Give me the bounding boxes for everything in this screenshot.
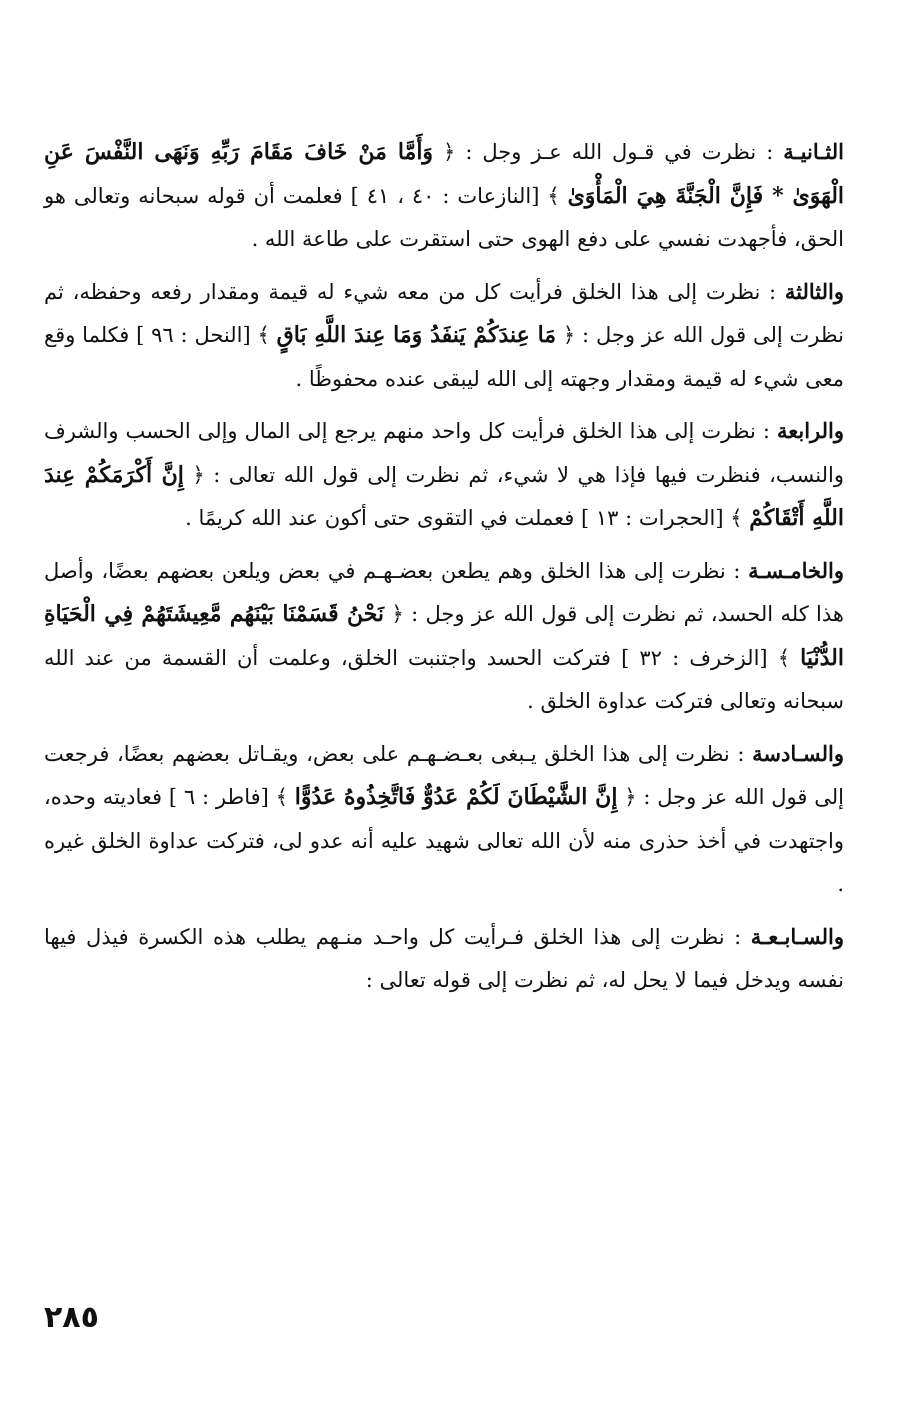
paragraph-heading: الثـانيـة: [783, 139, 844, 164]
quran-verse: إِنَّ أَكْرَمَكُمْ عِندَ اللَّهِ أَتْقَاكُمْ: [44, 461, 844, 531]
quran-verse: إِنَّ الشَّيْطَانَ لَكُمْ عَدُوٌّ فَاتَّخِذُوهُ عَدُوًّا: [294, 784, 618, 810]
paragraph-heading: والسـابـعـة: [750, 923, 844, 949]
paragraph-text: ﴾ [النازعات : ٤٠ ، ٤١ ] فعلمت أن قوله سبحانه وتعالى هو الحق، فأجهدت نفسي على دفع الهوى حتى استقرت على طاعة الله .: [44, 183, 844, 251]
quran-verse: مَا عِندَكُمْ يَنفَدُ وَمَا عِندَ اللَّهِ بَاقٍ: [276, 322, 557, 348]
paragraph-text: : نظرت إلى هذا الخلق يـبغى بعـضـهـم على بعض، ويقـاتل بعضهم بعضًا، فرجعت إلى قول الله عز وجل : ﴿: [44, 741, 844, 809]
quran-verse: وَأَمَّا مَنْ خَافَ مَقَامَ رَبِّهِ وَنَهَى النَّفْسَ عَنِ الْهَوَىٰ * فَإِنَّ الْجَنَّةَ هِيَ الْمَأْوَىٰ: [44, 139, 845, 209]
paragraph-fifth: [44, 549, 844, 724]
body-text: [44, 130, 844, 1011]
paragraph-heading: والرابعة: [776, 418, 844, 443]
page-number: ٢٨٥: [44, 1300, 99, 1335]
paragraph-text: ﴾ [النحل : ٩٦ ] فكلما وقع معى شيء له قيمة ومقدار وجهته إلى الله ليبقى عنده محفوظًا .: [44, 323, 844, 391]
paragraph-seventh: [44, 915, 844, 1003]
paragraph-text: ﴾ [الحجرات : ١٣ ] فعملت في التقوى حتى أكون عند الله كريمًا .: [185, 506, 743, 530]
paragraph-heading: والسـادسة: [752, 740, 844, 766]
paragraph-third: [44, 270, 844, 402]
paragraph-sixth: [44, 732, 844, 907]
paragraph-text: ﴾ [فاطر : ٦ ] فعاديته وحده، واجتهدت في أخذ حذرى منه لأن الله تعالى شهيد عليه أنه عدو لى، فتركت عداوة الخلق غيره .: [44, 785, 844, 896]
paragraph-text: : نظرت في قـول الله عـز وجل : ﴿: [443, 140, 774, 164]
paragraph-fourth: [44, 409, 844, 541]
paragraph-heading: والثالثة: [784, 278, 844, 304]
paragraph-text: ﴾ [الزخرف : ٣٢ ] فتركت الحسد واجتنبت الخلق، وعلمت أن القسمة من عند الله سبحانه وتعالى فتركت عداوة الخلق .: [44, 645, 844, 713]
quran-verse: نَحْنُ قَسَمْنَا بَيْنَهُم مَّعِيشَتَهُمْ فِي الْحَيَاةِ الدُّنْيَا: [44, 601, 844, 671]
paragraph-text: : نظرت إلى هذا الخلق فرأيت كل واحد منهم يرجع إلى المال وإلى الحسب والشرف والنسب، فنظرت فيها فإذا هي لا شيء، ثم نظرت إلى قول الله تعالى : ﴿: [44, 419, 844, 487]
paragraph-heading: والخامـسـة: [748, 557, 844, 583]
paragraph-text: : نظرت إلى هذا الخلق وهم يطعن بعضـهـم في بعض ويلعن بعضهم بعضًا، وأصل هذا كله الحسد، ثم نظرت إلى قول الله عز وجل : ﴿: [44, 558, 844, 626]
paragraph-second: [44, 130, 844, 262]
paragraph-text: : نظرت إلى هذا الخلق فـرأيت كل واحـد منـهم يطلب هذه الكسرة فيذل فيها نفسه ويدخل فيما لا يحل له، ثم نظرت إلى قوله تعالى :: [44, 924, 844, 992]
paragraph-text: : نظرت إلى هذا الخلق فرأيت كل من معه شيء له قيمة ومقدار رفعه وحفظه، ثم نظرت إلى قول الله عز وجل : ﴿: [44, 279, 844, 347]
